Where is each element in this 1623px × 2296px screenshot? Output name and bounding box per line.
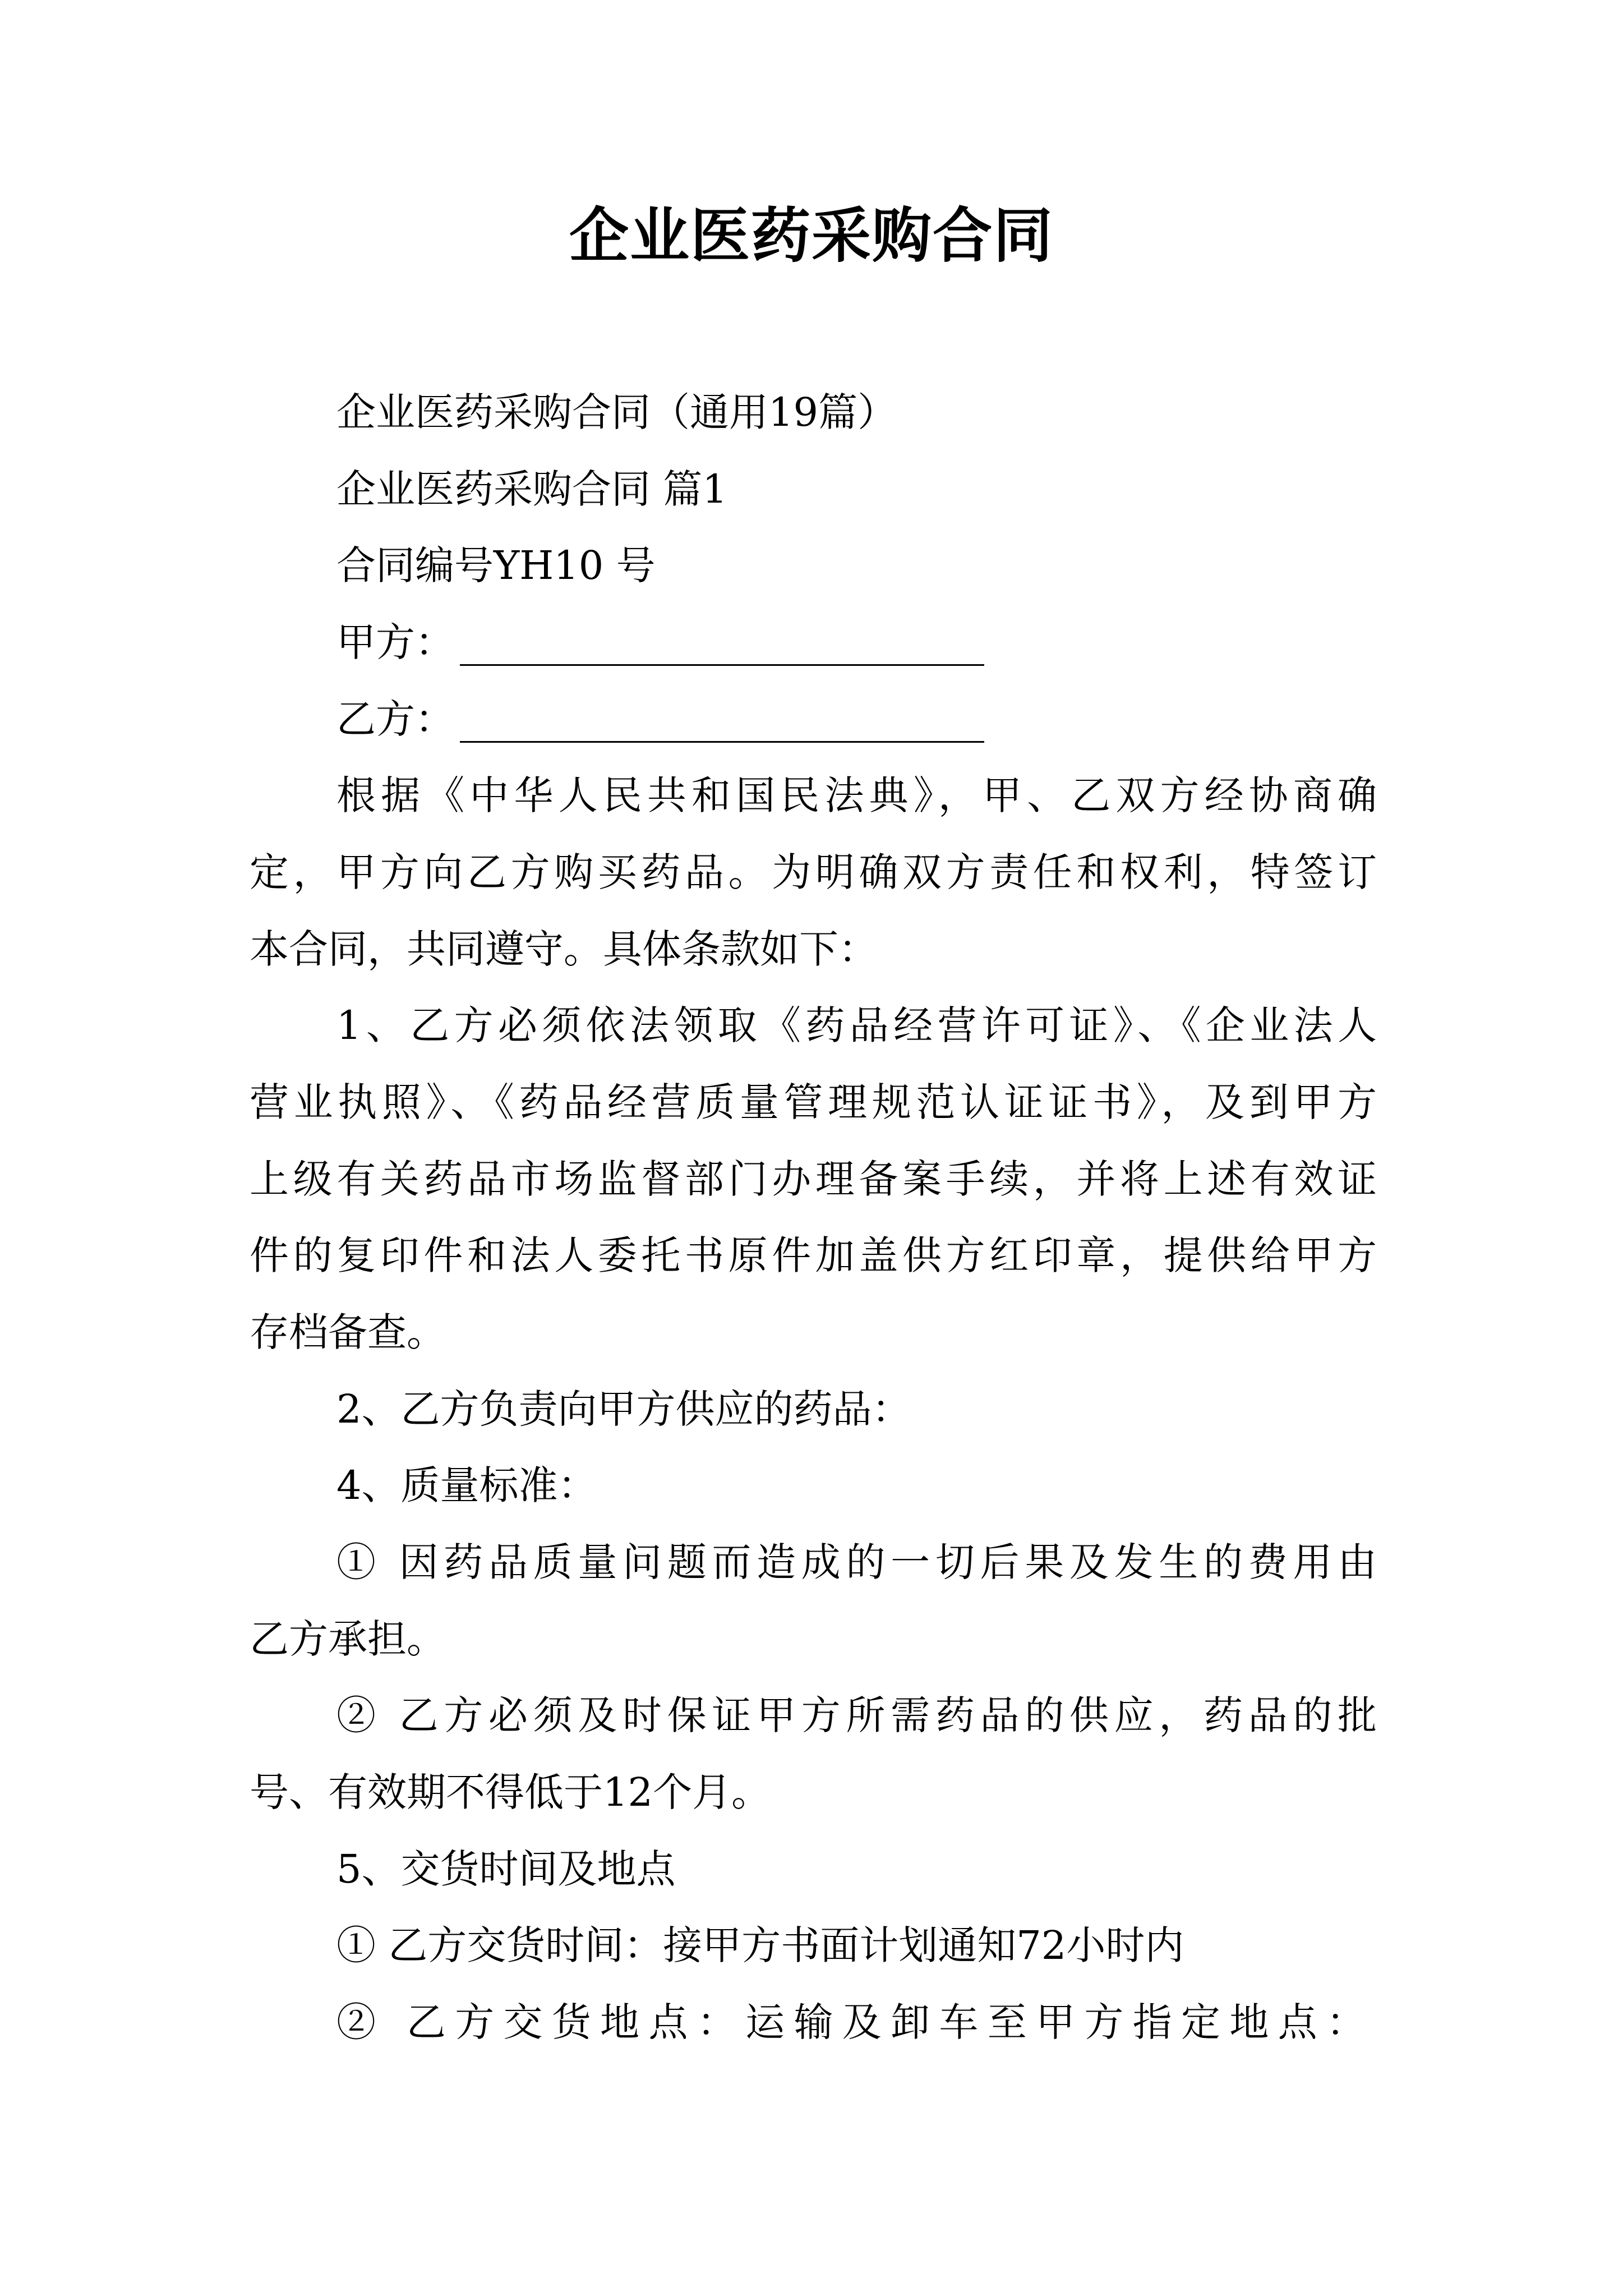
clause-line: 1、乙方必须依法领取《药品经营许可证》、《企业法人 <box>336 1002 1377 1048</box>
paragraph-line: 定，甲方向乙方购买药品。为明确双方责任和权利，特签订 <box>250 849 1377 895</box>
clause-line: ② 乙方必须及时保证甲方所需药品的供应，药品的批 <box>336 1692 1377 1738</box>
clause-line: 存档备查。 <box>250 1309 446 1355</box>
paragraph-line: 本合同，共同遵守。具体条款如下： <box>250 926 878 972</box>
clause-line: 2、乙方负责向甲方供应的药品： <box>336 1386 911 1432</box>
party-b-line <box>336 691 1464 747</box>
clause-line: 号、有效期不得低于12个月。 <box>250 1769 771 1815</box>
clause-line: 营业执照》、《药品经营质量管理规范认证证书》，及到甲方 <box>250 1079 1377 1125</box>
clause-line: 件的复印件和法人委托书原件加盖供方红印章，提供给甲方 <box>250 1232 1377 1278</box>
party-a-line <box>336 614 1464 670</box>
section-heading: 企业医药采购合同 篇1 <box>336 466 727 512</box>
clause-line: 上级有关药品市场监督部门办理备案手续，并将上述有效证 <box>250 1156 1377 1202</box>
party-b-blank <box>460 740 984 743</box>
clause-line: 4、质量标准： <box>336 1462 597 1508</box>
document-title: 企业医药采购合同 <box>569 200 1054 270</box>
clause-line: ① 因药品质量问题而造成的一切后果及发生的费用由 <box>336 1539 1377 1585</box>
party-a-blank <box>460 663 984 666</box>
clause-line: ② 乙方交货地点：运输及卸车至甲方指定地点： <box>336 1999 1366 2045</box>
clause-line: 乙方承担。 <box>250 1616 446 1662</box>
subtitle-line: 企业医药采购合同（通用19篇） <box>336 389 897 435</box>
clause-line: ① 乙方交货时间：接甲方书面计划通知72小时内 <box>336 1922 1184 1968</box>
clause-line: 5、交货时间及地点 <box>336 1846 676 1892</box>
party-b-label: 乙方： <box>336 696 454 742</box>
paragraph-line: 根据《中华人民共和国民法典》，甲、乙双方经协商确 <box>336 772 1377 818</box>
contract-number: 合同编号YH10 号 <box>336 542 656 588</box>
party-a-label: 甲方： <box>336 619 454 665</box>
